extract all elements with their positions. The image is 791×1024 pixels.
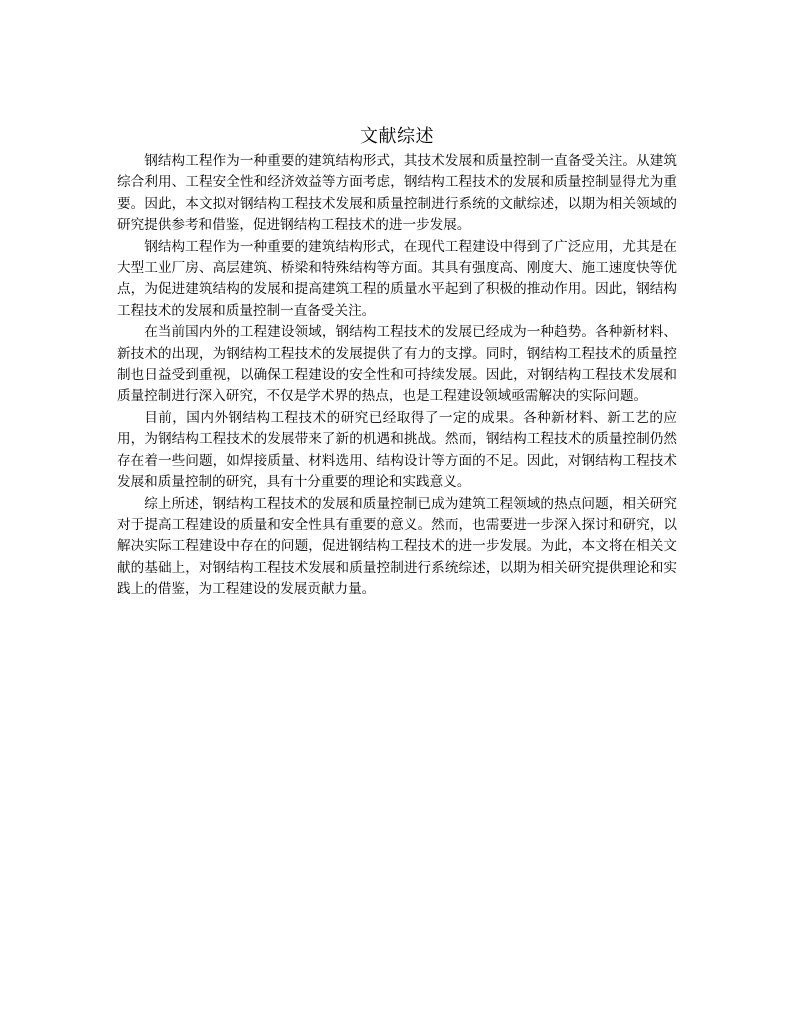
paragraph-3: 在当前国内外的工程建设领域，钢结构工程技术的发展已经成为一种趋势。各种新材料、新技术的出现，为钢结构工程技术的发展提供了有力的支撑。同时，钢结构工程技术的质量控制也日益受到重视，以确保工程建设的安全性和可持续发展。因此，对钢结构工程技术发展和质量控制进行深入研究，不仅是学术界的热点，也是工程建设领域亟需解决的实际问题。 xyxy=(117,324,677,405)
document-title: 文献综述 xyxy=(360,126,434,147)
document-body xyxy=(117,124,677,601)
paragraph-2: 钢结构工程作为一种重要的建筑结构形式，在现代工程建设中得到了广泛应用，尤其是在大型工业厂房、高层建筑、桥梁和特殊结构等方面。其具有强度高、刚度大、施工速度快等优点，为促进建筑结构的发展和提高建筑工程的质量水平起到了积极的推动作用。因此，钢结构工程技术的发展和质量控制一直备受关注。 xyxy=(117,238,677,319)
paragraph-1: 钢结构工程作为一种重要的建筑结构形式，其技术发展和质量控制一直备受关注。从建筑综合利用、工程安全性和经济效益等方面考虑，钢结构工程技术的发展和质量控制显得尤为重要。因此，本文拟对钢结构工程技术发展和质量控制进行系统的文献综述，以期为相关领域的研究提供参考和借鉴，促进钢结构工程技术的进一步发展。 xyxy=(117,153,677,234)
paragraph-4: 目前，国内外钢结构工程技术的研究已经取得了一定的成果。各种新材料、新工艺的应用，为钢结构工程技术的发展带来了新的机遇和挑战。然而，钢结构工程技术的质量控制仍然存在着一些问题，如焊接质量、材料选用、结构设计等方面的不足。因此，对钢结构工程技术发展和质量控制的研究，具有十分重要的理论和实践意义。 xyxy=(117,409,677,491)
paragraph-5: 综上所述，钢结构工程技术的发展和质量控制已成为建筑工程领域的热点问题，相关研究对于提高工程建设的质量和安全性具有重要的意义。然而，也需要进一步深入探讨和研究，以解决实际工程建设中存在的问题，促进钢结构工程技术的进一步发展。为此，本文将在相关文献的基础上，对钢结构工程技术发展和质量控制进行系统综述，以期为相关研究提供理论和实践上的借鉴，为工程建设的发展贡献力量。 xyxy=(117,495,677,598)
